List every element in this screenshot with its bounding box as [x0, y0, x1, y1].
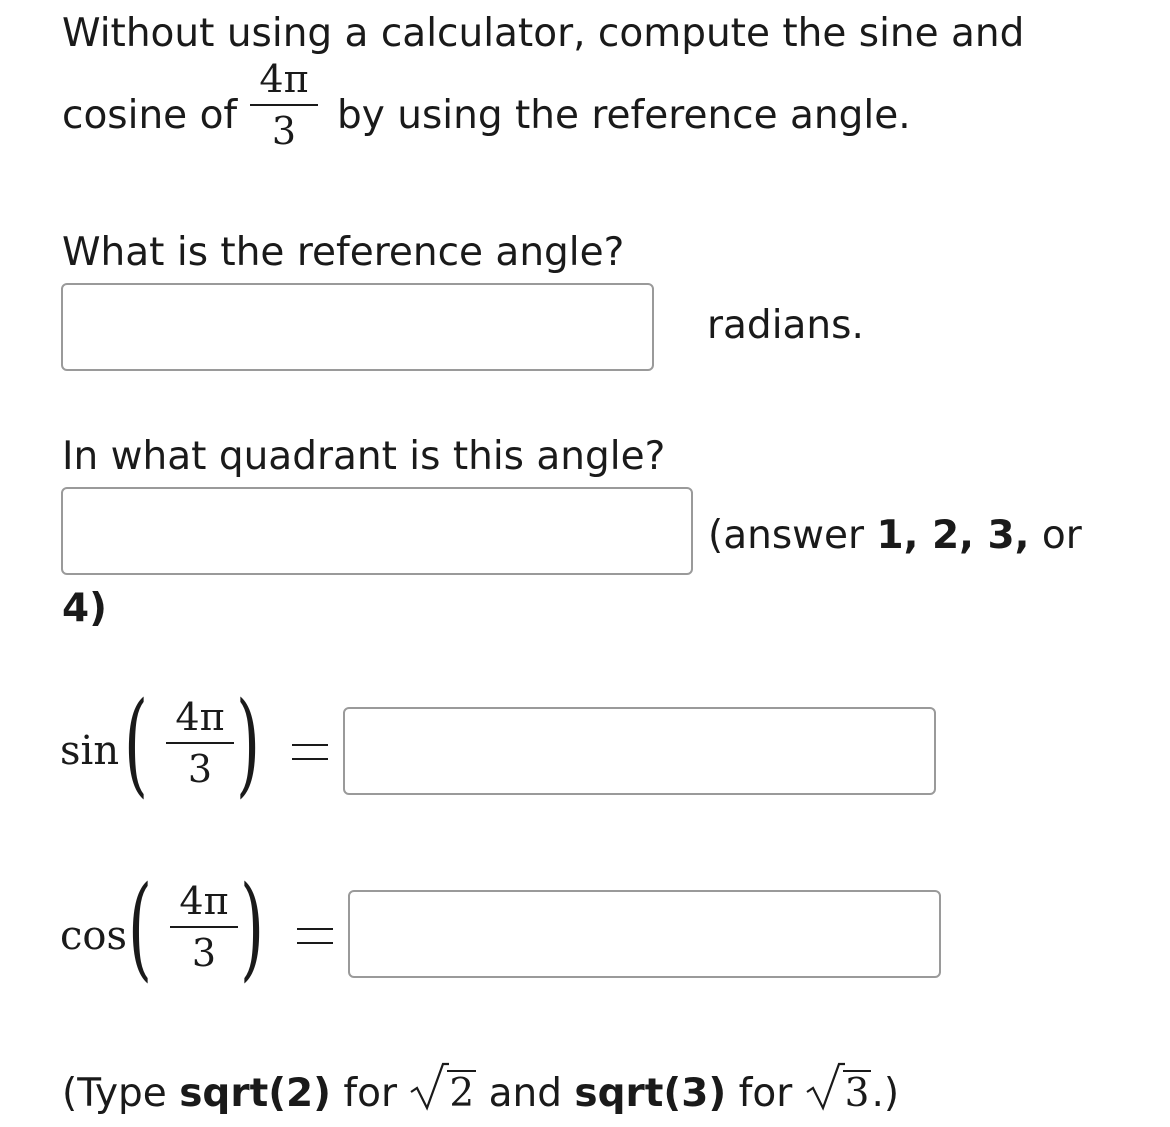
problem-line-1: Without using a calculator, compute the sine and: [62, 11, 1025, 56]
cos-function-label: cos: [60, 913, 128, 959]
reference-angle-prompt: What is the reference angle?: [62, 230, 625, 275]
quadrant-hint-open: (answer: [708, 513, 877, 558]
sin-value-input[interactable]: [343, 707, 936, 795]
sin-equals-top: [292, 744, 328, 746]
sin-equals-bottom: [292, 758, 328, 760]
radical-sign-icon: [409, 1062, 449, 1112]
sin-fraction-bar: [166, 742, 234, 744]
quadrant-hint-or: or: [1029, 513, 1082, 558]
sin-angle-fraction: [166, 695, 234, 791]
footnote-and: and: [476, 1071, 575, 1116]
cos-fraction-bar: [170, 926, 238, 928]
sqrt-3-symbol: [805, 1070, 872, 1116]
sin-left-paren: (: [124, 679, 149, 809]
footnote: [62, 1070, 900, 1116]
sin-angle-denominator: 3: [187, 747, 213, 791]
quadrant-hint-numbers: 1, 2, 3,: [876, 513, 1030, 558]
problem-angle-denominator: 3: [271, 109, 297, 153]
sin-function-label: sin: [60, 728, 120, 774]
problem-angle-numerator: 4π: [259, 57, 309, 101]
problem-fraction-bar: [250, 104, 318, 106]
problem-angle-fraction: [250, 57, 318, 153]
cos-equals-bottom: [297, 942, 333, 944]
footnote-open: (Type: [62, 1071, 180, 1116]
sqrt-2-symbol: [409, 1070, 476, 1116]
sin-right-paren: ): [236, 679, 261, 809]
footnote-sqrt3-code: sqrt(3): [574, 1071, 727, 1116]
cos-equals-top: [297, 928, 333, 930]
cos-angle-denominator: 3: [191, 931, 217, 975]
footnote-for-2: for: [726, 1071, 805, 1116]
sin-angle-numerator: 4π: [175, 695, 225, 739]
cos-left-paren: (: [128, 863, 153, 993]
sqrt-2-radicand: 2: [449, 1071, 475, 1116]
radical-sign-icon: [805, 1062, 845, 1112]
quadrant-hint-four: 4): [62, 586, 107, 631]
problem-by-reference: by using the reference angle.: [337, 93, 911, 138]
footnote-close: .): [871, 1071, 900, 1116]
quadrant-prompt: In what quadrant is this angle?: [62, 434, 666, 479]
quadrant-hint-wrap: [62, 586, 107, 631]
quadrant-input[interactable]: [61, 487, 693, 575]
reference-angle-input[interactable]: [61, 283, 654, 371]
radians-unit-label: radians.: [707, 303, 864, 348]
footnote-for-1: for: [331, 1071, 410, 1116]
cos-angle-fraction: [170, 879, 238, 975]
quadrant-hint: [708, 513, 1082, 558]
cos-angle-numerator: 4π: [179, 879, 229, 923]
cos-right-paren: ): [240, 863, 265, 993]
cos-value-input[interactable]: [348, 890, 941, 978]
problem-cosine-of: cosine of: [62, 93, 238, 138]
sqrt-3-radicand: 3: [844, 1071, 870, 1116]
footnote-sqrt2-code: sqrt(2): [179, 1071, 331, 1116]
